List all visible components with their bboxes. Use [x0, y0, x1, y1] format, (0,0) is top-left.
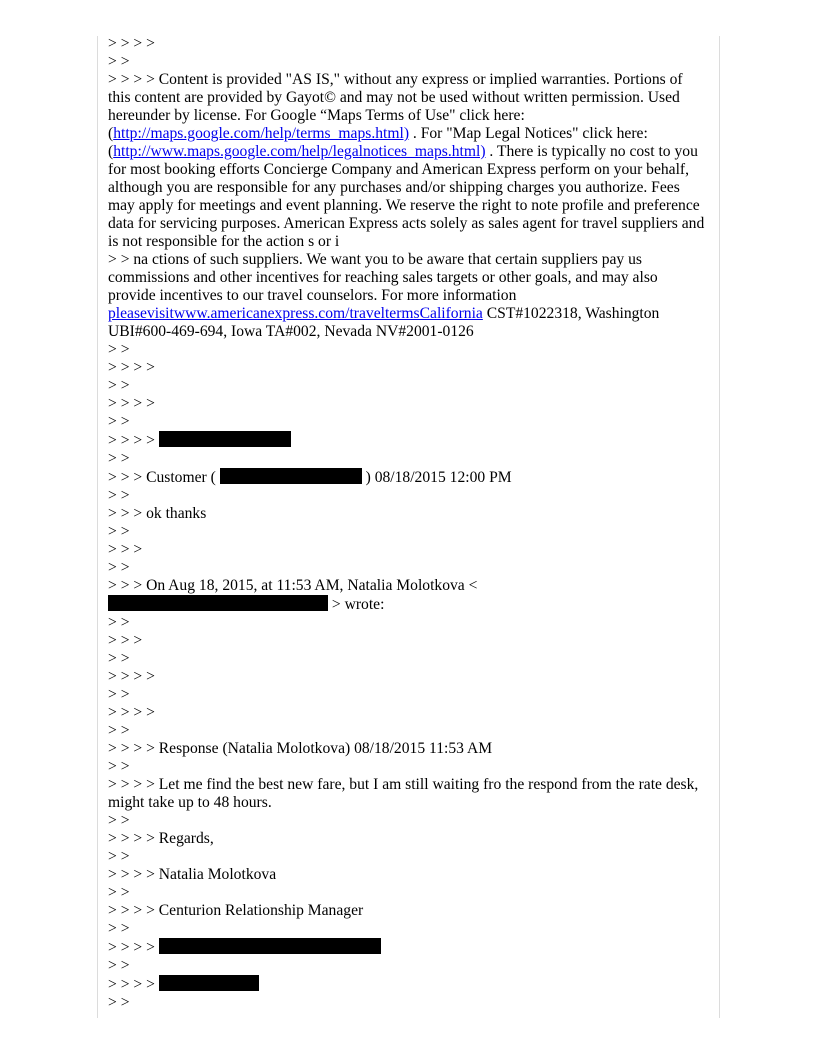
- quote-line: > > > >: [108, 35, 155, 52]
- quote-line: > >: [108, 614, 130, 631]
- email-body: [108, 35, 708, 1012]
- redacted-line: > > > >: [108, 431, 708, 450]
- customer-header: > > > Customer ( ) 08/18/2015 12:00 PM: [108, 469, 512, 486]
- quote-line: > > >: [108, 541, 143, 558]
- redaction-block: [159, 938, 381, 954]
- disclaimer-paragraph-continued: > > na ctions of such suppliers. We want you to be aware that certain suppliers pay us commissions and other incentives for reaching sales targets or other goals, and may also provide incentives to our travel counselors. For more information pleasevisitwww.americanexpress.com/traveltermsCalifornia CST#1022318, Washington UBI#600-469-694, Iowa TA#002, Nevada NV#2001-0126: [108, 251, 660, 340]
- quote-line: > >: [108, 994, 130, 1011]
- quote-line: > > > >: [108, 704, 155, 721]
- redacted-line: > > > >: [108, 975, 708, 994]
- quote-line: > >: [108, 450, 130, 467]
- left-margin-rule: [97, 36, 98, 1018]
- quote-line: > > >: [108, 632, 143, 649]
- quote-line: > >: [108, 341, 130, 358]
- quote-line: > >: [108, 53, 130, 70]
- quote-line: > >: [108, 920, 130, 937]
- disclaimer-paragraph: > > > > Content is provided "AS IS," without any express or implied warranties. Portions of this content are provided by Gayot© and may not be used without written permission. Used hereunder by license. For Google “Maps Terms of Use" click here: (http://maps.google.com/help/terms_maps.html) . For "Map Legal Notices" click here: (http://www.maps.google.com/help/legalnotices_maps.html) . There is typically no cost to you for most booking efforts Concierge Company and American Express perform on your behalf, although you are responsible for any purchases and/or shipping charges you authorize. Fees may apply for meetings and event planning. We reserve the right to note profile and preference data for servicing purposes. American Express acts solely as sales agent for travel suppliers and is not responsible for the action s or i: [108, 71, 705, 250]
- response-message: > > > > Let me find the best new fare, but I am still waiting fro the respond from the rate desk, might take up to 48 hours.: [108, 776, 699, 811]
- quote-line: > >: [108, 650, 130, 667]
- quote-line: > > > >: [108, 395, 155, 412]
- redacted-line: > > > >: [108, 938, 708, 957]
- quote-line: > >: [108, 884, 130, 901]
- travel-terms-link[interactable]: pleasevisitwww.americanexpress.com/traveltermsCalifornia: [108, 305, 483, 322]
- signoff: > > > > Regards,: [108, 830, 214, 847]
- quote-line: > >: [108, 413, 130, 430]
- redaction-block: [108, 595, 328, 611]
- customer-message: > > > ok thanks: [108, 505, 207, 522]
- quote-line: > > > >: [108, 359, 155, 376]
- quote-line: > >: [108, 848, 130, 865]
- quote-line: > > > >: [108, 668, 155, 685]
- quote-line: > >: [108, 487, 130, 504]
- redaction-block: [159, 975, 259, 991]
- quote-line: > >: [108, 758, 130, 775]
- maps-legal-link[interactable]: http://www.maps.google.com/help/legalnotices_maps.html): [113, 143, 486, 160]
- quote-line: > >: [108, 812, 130, 829]
- quote-line: > >: [108, 523, 130, 540]
- reply-attribution-continued: > wrote:: [108, 595, 708, 614]
- redaction-block: [159, 431, 291, 447]
- disclaimer-text: > > > > Content is provided "AS IS," without any express or implied warranties. Portions of this content are provided by Gayot© and may not be used without written permission. Used hereunder by license. For Google “Maps Terms of Use" click here:: [108, 71, 683, 124]
- reply-attribution: > > > On Aug 18, 2015, at 11:53 AM, Natalia Molotkova <: [108, 577, 478, 594]
- signature-title: > > > > Centurion Relationship Manager: [108, 902, 364, 919]
- right-margin-rule: [719, 36, 720, 1018]
- maps-terms-link[interactable]: http://maps.google.com/help/terms_maps.html): [113, 125, 410, 142]
- quote-line: > >: [108, 722, 130, 739]
- quote-line: > >: [108, 377, 130, 394]
- redaction-block: [220, 468, 362, 484]
- signature-name: > > > > Natalia Molotkova: [108, 866, 277, 883]
- quote-line: > >: [108, 686, 130, 703]
- response-header: > > > > Response (Natalia Molotkova) 08/18/2015 11:53 AM: [108, 740, 493, 757]
- quote-line: > >: [108, 559, 130, 576]
- quote-line: > >: [108, 957, 130, 974]
